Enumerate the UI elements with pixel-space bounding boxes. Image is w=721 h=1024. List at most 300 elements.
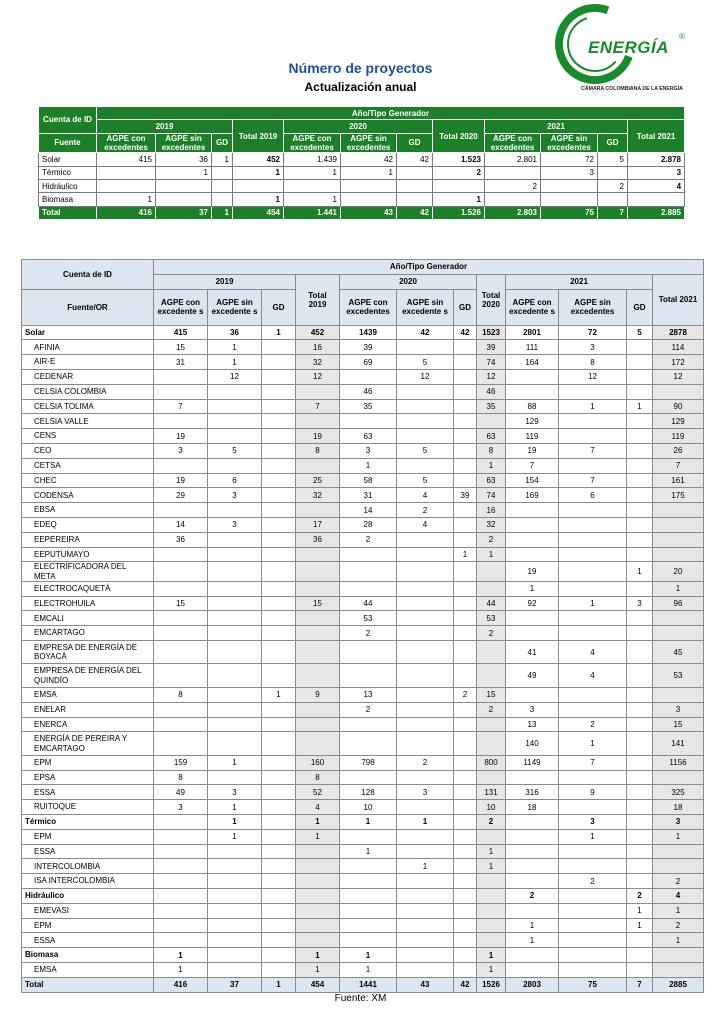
table-cell: 16	[296, 340, 340, 355]
table-cell	[506, 687, 559, 702]
table-cell	[653, 611, 704, 626]
table-cell	[627, 785, 653, 800]
table-cell	[208, 948, 262, 963]
table-cell: 7	[653, 458, 704, 473]
table-cell: 8	[154, 687, 208, 702]
row-label: ELECTROHUILA	[22, 596, 154, 611]
table-cell: 9	[559, 785, 627, 800]
table-cell	[627, 800, 653, 815]
table-cell	[262, 717, 296, 732]
table-cell	[477, 829, 506, 844]
table-cell	[212, 193, 233, 206]
table-cell: 119	[653, 429, 704, 444]
row-label: ENELAR	[22, 702, 154, 717]
table-cell: 325	[653, 785, 704, 800]
table-cell: 2	[477, 702, 506, 717]
table-cell	[154, 369, 208, 384]
column-header: AGPE con excedentes	[485, 133, 541, 152]
table-cell	[506, 547, 559, 562]
table-cell	[559, 429, 627, 444]
table-cell	[454, 874, 477, 889]
table-cell: 3	[154, 800, 208, 815]
table-cell	[485, 166, 541, 179]
table-cell: 16	[477, 503, 506, 518]
table-row	[22, 429, 704, 444]
table-cell	[296, 933, 340, 948]
row-label: EDEQ	[22, 517, 154, 532]
table-cell	[208, 596, 262, 611]
table-cell	[397, 626, 454, 641]
table-row	[22, 626, 704, 641]
table-row	[22, 611, 704, 626]
table-cell	[506, 384, 559, 399]
table-cell: 1	[653, 903, 704, 918]
table-cell	[627, 640, 653, 664]
table-cell: 2	[340, 532, 397, 547]
table-cell	[653, 532, 704, 547]
table-cell	[454, 785, 477, 800]
table-cell	[262, 844, 296, 859]
table-cell	[397, 732, 454, 756]
table-cell	[506, 829, 559, 844]
table-cell: 1	[506, 581, 559, 596]
table-cell	[208, 640, 262, 664]
table-cell	[454, 369, 477, 384]
table-cell	[154, 933, 208, 948]
detail-table	[21, 259, 704, 993]
column-header: AGPE sin excedentes	[559, 289, 627, 325]
row-label: Solar	[22, 325, 154, 340]
table-row	[22, 664, 704, 688]
table-row	[22, 596, 704, 611]
summary-table	[38, 106, 685, 220]
year-header: 2019	[154, 274, 296, 289]
summary-total-row	[39, 206, 685, 219]
table-cell	[208, 503, 262, 518]
table-row	[22, 717, 704, 732]
table-cell	[397, 562, 454, 581]
table-cell	[154, 611, 208, 626]
table-row	[22, 458, 704, 473]
table-cell: 3	[340, 443, 397, 458]
table-cell	[454, 340, 477, 355]
table-cell: 1	[340, 948, 397, 963]
table-cell	[627, 626, 653, 641]
year-header: 2021	[485, 120, 628, 133]
table-cell	[340, 933, 397, 948]
table-cell	[627, 732, 653, 756]
table-cell	[296, 458, 340, 473]
table-cell: 26	[653, 443, 704, 458]
table-cell: 6	[559, 488, 627, 503]
table-cell	[397, 596, 454, 611]
table-cell: 19	[506, 562, 559, 581]
column-header: AGPE sin excedentes	[156, 133, 212, 152]
row-label: EMSA	[22, 962, 154, 977]
table-cell	[397, 532, 454, 547]
table-cell	[397, 933, 454, 948]
table-cell	[477, 933, 506, 948]
table-row	[22, 874, 704, 889]
row-label: EEPUTUMAYO	[22, 547, 154, 562]
table-cell: 7	[154, 399, 208, 414]
table-cell	[454, 399, 477, 414]
column-header: GD	[397, 133, 433, 152]
table-cell	[454, 903, 477, 918]
table-cell	[156, 193, 212, 206]
table-cell	[262, 340, 296, 355]
table-cell	[454, 414, 477, 429]
table-cell: 416	[154, 977, 208, 992]
table-cell: 36	[154, 532, 208, 547]
table-cell	[559, 948, 627, 963]
row-label: CODENSA	[22, 488, 154, 503]
table-cell	[397, 702, 454, 717]
table-cell	[262, 414, 296, 429]
table-cell: 12	[653, 369, 704, 384]
table-cell: 2	[559, 874, 627, 889]
table-cell: 3	[506, 702, 559, 717]
table-cell	[208, 918, 262, 933]
table-cell: 88	[506, 399, 559, 414]
table-cell	[208, 384, 262, 399]
table-cell	[296, 702, 340, 717]
table-cell: 1	[156, 166, 212, 179]
table-cell: 415	[154, 325, 208, 340]
table-cell	[208, 547, 262, 562]
table-row	[22, 562, 704, 581]
table-cell	[397, 429, 454, 444]
source-group-row	[22, 325, 704, 340]
row-label: ESSA	[22, 933, 154, 948]
table-cell: 7	[627, 977, 653, 992]
row-label: CEDENAR	[22, 369, 154, 384]
row-label: ELECTROCAQUETÁ	[22, 581, 154, 596]
table-cell	[627, 369, 653, 384]
table-cell: 3	[154, 443, 208, 458]
table-row	[22, 903, 704, 918]
table-cell: 1	[208, 755, 262, 770]
table-row	[22, 384, 704, 399]
table-cell	[454, 962, 477, 977]
row-label: CHEC	[22, 473, 154, 488]
table-cell	[454, 384, 477, 399]
table-cell: 1	[284, 193, 341, 206]
table-cell: 37	[156, 206, 212, 219]
table-cell	[262, 517, 296, 532]
table-cell	[627, 814, 653, 829]
table-cell	[627, 664, 653, 688]
table-cell	[340, 888, 397, 903]
table-cell: 452	[296, 325, 340, 340]
table-cell	[559, 517, 627, 532]
table-cell	[296, 874, 340, 889]
table-cell: 49	[154, 785, 208, 800]
table-cell	[454, 473, 477, 488]
summary-row	[39, 166, 685, 179]
table-cell: 1	[208, 800, 262, 815]
table-cell	[627, 488, 653, 503]
table-cell: 74	[477, 488, 506, 503]
row-label: EEPEREIRA	[22, 532, 154, 547]
fuente-header: Fuente	[39, 133, 97, 152]
table-row	[22, 532, 704, 547]
total-header: Total 2020	[477, 274, 506, 325]
table-cell: 46	[340, 384, 397, 399]
row-label: AFINIA	[22, 340, 154, 355]
column-header: AGPE con excedentes	[97, 133, 156, 152]
table-cell	[559, 962, 627, 977]
table-cell	[154, 844, 208, 859]
row-label: CELSIA VALLE	[22, 414, 154, 429]
table-cell	[208, 562, 262, 581]
table-cell	[559, 903, 627, 918]
table-cell: 1	[477, 547, 506, 562]
table-cell	[340, 732, 397, 756]
table-row	[22, 640, 704, 664]
table-cell	[154, 888, 208, 903]
table-cell	[296, 562, 340, 581]
table-cell	[208, 611, 262, 626]
table-cell	[653, 844, 704, 859]
table-cell	[208, 429, 262, 444]
table-cell: 2	[397, 755, 454, 770]
table-cell	[559, 918, 627, 933]
summary-header-row-2	[39, 120, 685, 133]
table-row	[22, 503, 704, 518]
row-label: EMPRESA DE ENERGÍA DEL QUINDÍO	[22, 664, 154, 688]
row-label: ESSA	[22, 844, 154, 859]
table-cell	[397, 664, 454, 688]
table-cell	[397, 179, 433, 192]
table-cell: 35	[340, 399, 397, 414]
table-cell	[627, 687, 653, 702]
table-cell: 10	[477, 800, 506, 815]
table-cell	[262, 596, 296, 611]
table-cell: 2803	[506, 977, 559, 992]
table-cell: 32	[296, 355, 340, 370]
table-cell	[397, 399, 454, 414]
table-cell	[653, 547, 704, 562]
table-cell	[559, 933, 627, 948]
row-label: INTERCOLOMBIA	[22, 859, 154, 874]
table-cell: 5	[397, 473, 454, 488]
table-cell	[506, 611, 559, 626]
table-cell: 52	[296, 785, 340, 800]
table-cell: 1	[233, 166, 284, 179]
table-row	[22, 473, 704, 488]
table-cell: 92	[506, 596, 559, 611]
table-cell	[262, 859, 296, 874]
table-cell: 42	[341, 153, 397, 166]
table-cell: 8	[296, 770, 340, 785]
table-cell	[454, 844, 477, 859]
table-cell	[454, 611, 477, 626]
column-header: AGPE con excedentes	[284, 133, 341, 152]
table-cell	[477, 562, 506, 581]
table-cell	[433, 179, 485, 192]
table-cell: 44	[340, 596, 397, 611]
year-header: 2021	[506, 274, 653, 289]
table-cell	[559, 687, 627, 702]
table-cell	[154, 581, 208, 596]
row-label: EMSA	[22, 687, 154, 702]
table-cell: 1	[653, 829, 704, 844]
table-cell	[296, 503, 340, 518]
table-cell: 63	[477, 473, 506, 488]
table-cell	[454, 429, 477, 444]
table-cell: 6	[208, 473, 262, 488]
table-cell	[154, 829, 208, 844]
table-cell	[541, 193, 598, 206]
table-cell	[296, 844, 340, 859]
table-cell	[262, 547, 296, 562]
table-cell: 1.441	[284, 206, 341, 219]
row-label: ELECTRIFICADORA DEL META	[22, 562, 154, 581]
table-cell	[559, 547, 627, 562]
table-cell	[296, 626, 340, 641]
table-cell	[208, 702, 262, 717]
corner-cell: Cuenta de ID	[22, 260, 154, 290]
table-cell	[296, 903, 340, 918]
table-cell: 4	[559, 640, 627, 664]
table-cell: 3	[653, 702, 704, 717]
table-row	[22, 547, 704, 562]
table-cell	[627, 859, 653, 874]
corner-cell: Cuenta de ID	[39, 107, 97, 134]
table-cell	[627, 503, 653, 518]
table-cell: 1	[627, 918, 653, 933]
table-cell	[506, 962, 559, 977]
table-cell: 1	[627, 399, 653, 414]
table-cell	[598, 166, 628, 179]
row-label: CETSA	[22, 458, 154, 473]
table-cell: 1	[208, 340, 262, 355]
table-cell	[262, 399, 296, 414]
table-cell	[233, 179, 284, 192]
table-cell: 3	[397, 785, 454, 800]
table-cell: 2	[477, 626, 506, 641]
table-cell: 12	[296, 369, 340, 384]
row-label: EPM	[22, 829, 154, 844]
table-cell: 72	[541, 153, 598, 166]
table-cell: 3	[559, 814, 627, 829]
table-cell	[208, 687, 262, 702]
table-cell: 4	[628, 179, 685, 192]
table-cell: 7	[598, 206, 628, 219]
table-cell: 160	[296, 755, 340, 770]
group-header: Año/Tipo Generador	[154, 260, 704, 275]
logo-word: ENERGÍA	[588, 38, 669, 57]
row-label: EMEVASI	[22, 903, 154, 918]
table-cell	[454, 948, 477, 963]
table-cell: 1	[506, 918, 559, 933]
table-cell: 1	[559, 596, 627, 611]
table-cell	[341, 179, 397, 192]
table-cell	[506, 369, 559, 384]
table-cell	[397, 640, 454, 664]
table-cell: 2	[627, 888, 653, 903]
table-row	[22, 800, 704, 815]
table-cell: 140	[506, 732, 559, 756]
table-cell	[262, 429, 296, 444]
table-cell: 2	[433, 166, 485, 179]
table-cell	[454, 770, 477, 785]
table-cell	[262, 562, 296, 581]
table-cell	[208, 859, 262, 874]
table-cell: 4	[296, 800, 340, 815]
table-cell: 3	[653, 814, 704, 829]
summary-row	[39, 193, 685, 206]
table-cell	[627, 458, 653, 473]
table-cell: 42	[397, 206, 433, 219]
table-cell	[340, 918, 397, 933]
row-label: Térmico	[39, 166, 97, 179]
column-header: AGPE sin excedente s	[397, 289, 454, 325]
table-row	[22, 517, 704, 532]
table-cell: 128	[340, 785, 397, 800]
table-cell	[559, 626, 627, 641]
table-cell: 1	[397, 814, 454, 829]
table-cell: 1	[97, 193, 156, 206]
table-cell	[296, 547, 340, 562]
table-cell	[397, 384, 454, 399]
table-cell	[627, 611, 653, 626]
row-label: ISA INTERCOLOMBIA	[22, 874, 154, 889]
table-cell	[559, 562, 627, 581]
table-cell: 114	[653, 340, 704, 355]
table-cell: 3	[559, 340, 627, 355]
table-cell	[262, 369, 296, 384]
table-cell	[653, 859, 704, 874]
table-cell	[262, 732, 296, 756]
table-cell: 53	[340, 611, 397, 626]
table-cell	[212, 179, 233, 192]
table-cell: 7	[296, 399, 340, 414]
table-cell	[262, 581, 296, 596]
table-cell	[262, 702, 296, 717]
table-cell	[296, 581, 340, 596]
table-cell: 1	[477, 859, 506, 874]
table-cell	[454, 664, 477, 688]
table-cell	[208, 581, 262, 596]
table-cell: 19	[506, 443, 559, 458]
table-cell: 10	[340, 800, 397, 815]
fuente-header: Fuente/OR	[22, 289, 154, 325]
table-cell: 42	[397, 325, 454, 340]
table-cell	[154, 859, 208, 874]
table-cell: 454	[233, 206, 284, 219]
table-cell	[296, 414, 340, 429]
table-cell: 1	[477, 458, 506, 473]
table-cell	[208, 414, 262, 429]
table-cell	[397, 166, 433, 179]
table-cell	[208, 888, 262, 903]
table-cell	[598, 193, 628, 206]
table-cell: 2	[477, 814, 506, 829]
table-cell: 35	[477, 399, 506, 414]
row-label: EMPRESA DE ENERGÍA DE BOYACÁ	[22, 640, 154, 664]
table-row	[22, 785, 704, 800]
row-label: Hidráulico	[22, 888, 154, 903]
table-cell	[154, 640, 208, 664]
table-cell: 1	[296, 962, 340, 977]
table-cell: 53	[653, 664, 704, 688]
table-cell: 12	[397, 369, 454, 384]
table-row	[22, 770, 704, 785]
table-cell	[477, 874, 506, 889]
table-cell	[262, 814, 296, 829]
